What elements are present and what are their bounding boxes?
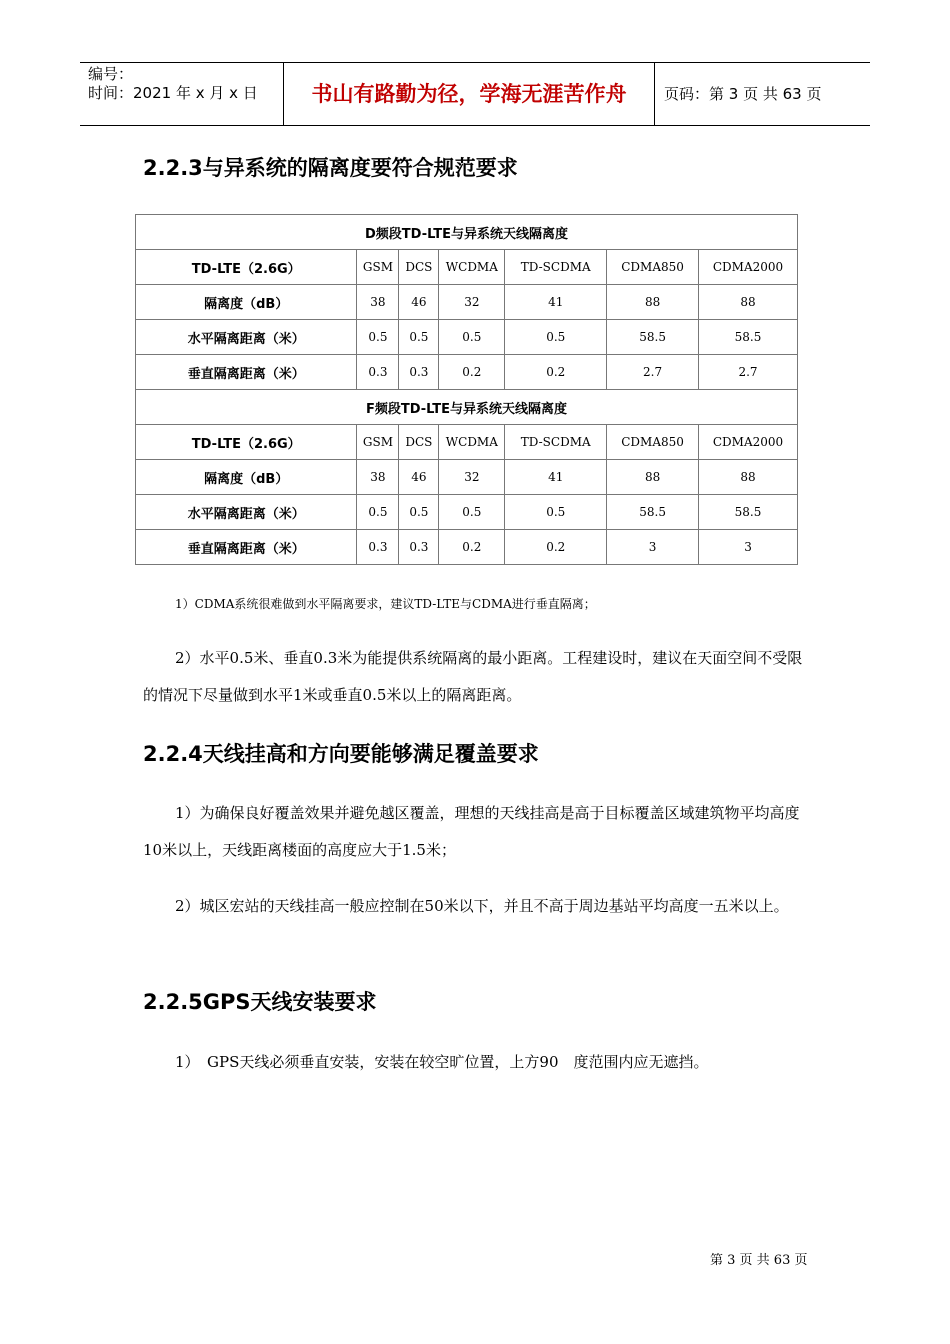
value-cell: 2.7	[699, 355, 798, 390]
table-row	[136, 320, 798, 355]
value-cell: 0.5	[505, 320, 607, 355]
column-header-cell: GSM	[357, 425, 399, 460]
value-cell: 0.2	[439, 355, 505, 390]
value-cell: 32	[439, 285, 505, 320]
table-title-row	[136, 215, 798, 250]
row-label-cell: 水平隔离距离（米）	[136, 320, 357, 355]
section-223-title: 2.2.3与异系统的隔离度要符合规范要求	[143, 156, 518, 180]
column-header-cell: CDMA2000	[699, 250, 798, 285]
value-cell: 0.5	[505, 495, 607, 530]
value-cell: 0.2	[439, 530, 505, 565]
table-row	[136, 355, 798, 390]
value-cell: 0.5	[439, 320, 505, 355]
header-divider	[654, 63, 655, 125]
value-cell: 0.3	[357, 530, 399, 565]
header-page-info: 页码：第 3 页 共 63 页	[664, 85, 822, 103]
section-224-title: 2.2.4天线挂高和方向要能够满足覆盖要求	[143, 742, 539, 766]
header-motto: 书山有路勤为径，学海无涯苦作舟	[311, 82, 627, 106]
value-cell: 88	[699, 285, 798, 320]
value-cell: 88	[607, 460, 699, 495]
column-header-cell: GSM	[357, 250, 399, 285]
value-cell: 58.5	[699, 320, 798, 355]
page-header	[80, 62, 870, 126]
value-cell: 0.5	[399, 495, 439, 530]
column-header-cell: CDMA850	[607, 425, 699, 460]
value-cell: 0.2	[505, 355, 607, 390]
value-cell: 38	[357, 285, 399, 320]
value-cell: 88	[699, 460, 798, 495]
note-2: 2）水平0.5米、垂直0.3米为能提供系统隔离的最小距离。工程建设时，建议在天面空间不受限的情况下尽量做到水平1米或垂直0.5米以上的隔离距离。	[143, 649, 803, 704]
table-row	[136, 530, 798, 565]
section-225-title: 2.2.5GPS天线安装要求	[143, 990, 377, 1014]
table-header-row	[136, 425, 798, 460]
value-cell: 0.3	[399, 530, 439, 565]
note-1: 1）CDMA系统很难做到水平隔离要求，建议TD-LTE与CDMA进行垂直隔离；	[175, 597, 596, 611]
header-time-label: 时间：2021 年 x 月 x 日	[88, 84, 258, 102]
value-cell: 32	[439, 460, 505, 495]
header-meta	[88, 65, 283, 103]
isolation-table	[135, 214, 798, 565]
table-row	[136, 460, 798, 495]
row-label-cell: 水平隔离距离（米）	[136, 495, 357, 530]
column-header-cell: DCS	[399, 250, 439, 285]
value-cell: 38	[357, 460, 399, 495]
section-224-paragraph-1: 1）为确保良好覆盖效果并避免越区覆盖，理想的天线挂高是高于目标覆盖区域建筑物平均高度10米以上，天线距离楼面的高度应大于1.5米；	[143, 804, 800, 859]
value-cell: 41	[505, 285, 607, 320]
row-header-cell: TD-LTE（2.6G）	[136, 250, 357, 285]
value-cell: 0.3	[357, 355, 399, 390]
column-header-cell: WCDMA	[439, 250, 505, 285]
row-label-cell: 隔离度（dB）	[136, 460, 357, 495]
table-header-row	[136, 250, 798, 285]
table-title-row	[136, 390, 798, 425]
value-cell: 58.5	[607, 320, 699, 355]
row-label-cell: 垂直隔离距离（米）	[136, 530, 357, 565]
column-header-cell: TD-SCDMA	[505, 250, 607, 285]
table-row	[136, 285, 798, 320]
section-224-paragraph-2: 2）城区宏站的天线挂高一般应控制在50米以下，并且不高于周边基站平均高度一五米以上。	[175, 897, 789, 915]
value-cell: 0.3	[399, 355, 439, 390]
value-cell: 88	[607, 285, 699, 320]
value-cell: 0.5	[399, 320, 439, 355]
value-cell: 46	[399, 285, 439, 320]
column-header-cell: TD-SCDMA	[505, 425, 607, 460]
value-cell: 0.2	[505, 530, 607, 565]
value-cell: 58.5	[699, 495, 798, 530]
value-cell: 3	[607, 530, 699, 565]
column-header-cell: CDMA850	[607, 250, 699, 285]
column-header-cell: DCS	[399, 425, 439, 460]
section-225-paragraph-1: 1） GPS天线必须垂直安装，安装在较空旷位置，上方90 度范围内应无遮挡。	[175, 1053, 709, 1071]
table-title: D频段TD-LTE与异系统天线隔离度	[136, 215, 798, 250]
page-footer: 第 3 页 共 63 页	[710, 1253, 808, 1268]
value-cell: 46	[399, 460, 439, 495]
value-cell: 41	[505, 460, 607, 495]
value-cell: 0.5	[357, 320, 399, 355]
value-cell: 3	[699, 530, 798, 565]
row-label-cell: 隔离度（dB）	[136, 285, 357, 320]
column-header-cell: WCDMA	[439, 425, 505, 460]
table-row	[136, 495, 798, 530]
value-cell: 0.5	[357, 495, 399, 530]
table-title: F频段TD-LTE与异系统天线隔离度	[136, 390, 798, 425]
row-header-cell: TD-LTE（2.6G）	[136, 425, 357, 460]
value-cell: 2.7	[607, 355, 699, 390]
row-label-cell: 垂直隔离距离（米）	[136, 355, 357, 390]
column-header-cell: CDMA2000	[699, 425, 798, 460]
value-cell: 58.5	[607, 495, 699, 530]
header-number-label: 编号：	[88, 65, 134, 83]
value-cell: 0.5	[439, 495, 505, 530]
